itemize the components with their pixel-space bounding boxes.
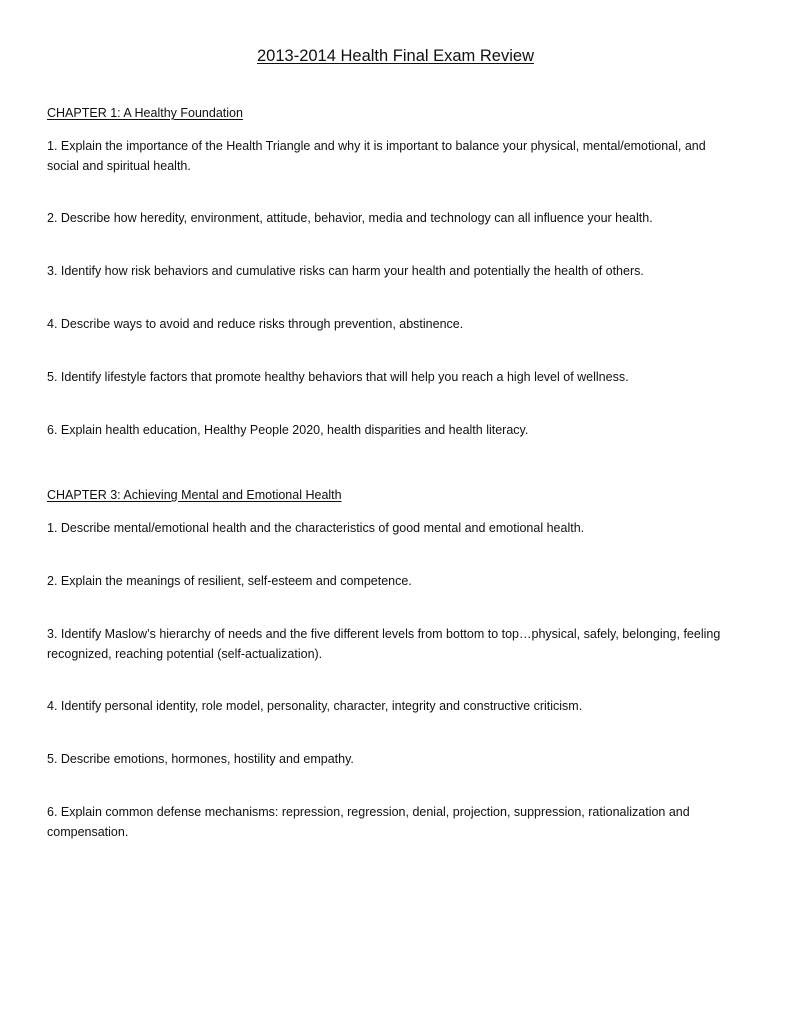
chapter-1-item-4: 4. Describe ways to avoid and reduce risks through prevention, abstinence. [47, 317, 464, 331]
chapter-1-heading: CHAPTER 1: A Healthy Foundation [47, 106, 243, 120]
chapter-1-item-6: 6. Explain health education, Healthy People 2020, health disparities and health literacy. [47, 423, 529, 437]
chapter-3-item-3: 3. Identify Maslow’s hierarchy of needs and the five different levels from bottom to top…physical, safely, belonging, feeling recognized, reaching potential (self-actualization). [47, 627, 721, 661]
chapter-3-item-1: 1. Describe mental/emotional health and the characteristics of good mental and emotional health. [47, 521, 585, 535]
chapter-1-item-3: 3. Identify how risk behaviors and cumulative risks can harm your health and potentially the health of others. [47, 264, 644, 278]
page-title: 2013-2014 Health Final Exam Review [257, 47, 534, 65]
chapter-3-heading: CHAPTER 3: Achieving Mental and Emotional Health [47, 488, 342, 502]
chapter-3-item-4: 4. Identify personal identity, role model, personality, character, integrity and constructive criticism. [47, 699, 583, 713]
chapter-3-item-5: 5. Describe emotions, hormones, hostility and empathy. [47, 752, 354, 766]
chapter-3-item-6: 6. Explain common defense mechanisms: repression, regression, denial, projection, suppression, rationalization and compensation. [47, 805, 690, 839]
chapter-1-item-2: 2. Describe how heredity, environment, attitude, behavior, media and technology can all influence your health. [47, 211, 653, 225]
chapter-1-item-5: 5. Identify lifestyle factors that promote healthy behaviors that will help you reach a high level of wellness. [47, 370, 629, 384]
chapter-1-item-1: 1. Explain the importance of the Health Triangle and why it is important to balance your physical, mental/emotional, and social and spiritual health. [47, 139, 706, 173]
chapter-3-item-2: 2. Explain the meanings of resilient, self-esteem and competence. [47, 574, 412, 588]
